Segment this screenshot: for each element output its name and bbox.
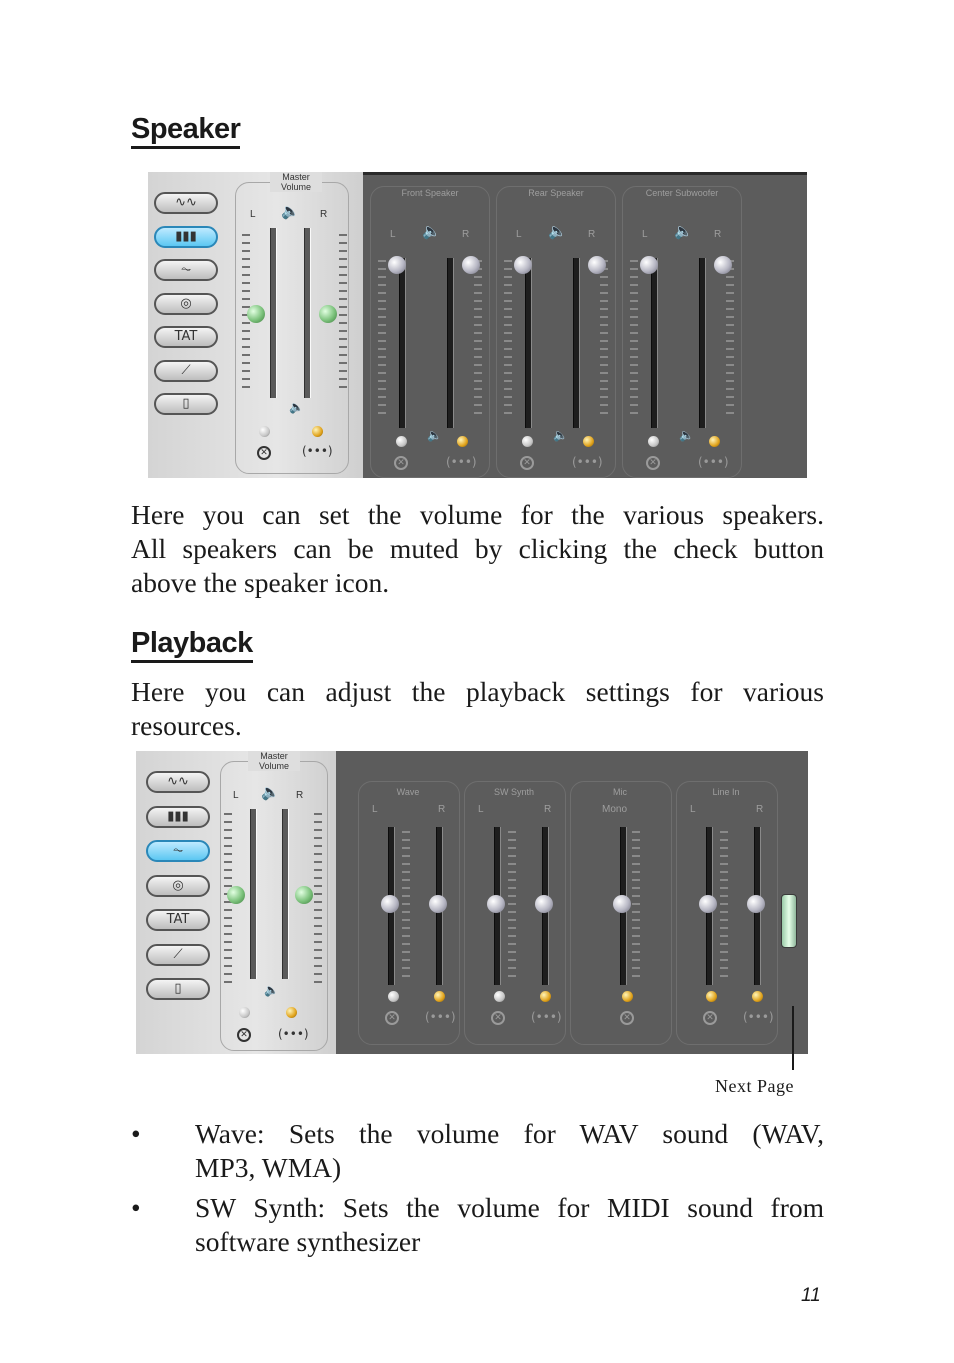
playback-group-spread-icon: (•••) bbox=[425, 1010, 456, 1024]
playback-group-ticks bbox=[632, 831, 640, 981]
speaker-side-button-karaoke[interactable] bbox=[154, 326, 218, 348]
bullet-line: MP3, WMA) bbox=[195, 1152, 342, 1183]
list-item bbox=[131, 1191, 824, 1259]
playback-group-label: SW Synth bbox=[493, 787, 534, 797]
speaker-group-mute-led[interactable] bbox=[396, 436, 407, 447]
speaker-group-left-track bbox=[651, 258, 658, 428]
speaker-group-r: R bbox=[714, 229, 722, 240]
bullet-list bbox=[131, 1117, 824, 1259]
speaker-group-volume-icon: 🔈 bbox=[548, 222, 567, 240]
speaker-master-volume-icon: 🔈 bbox=[281, 202, 300, 220]
speaker-group-mute-led[interactable] bbox=[522, 436, 533, 447]
speaker-master-mute-icon: ✕ bbox=[257, 446, 271, 460]
playback-group-knob[interactable] bbox=[613, 895, 631, 913]
speaker-array-icon: ▮▮▮ bbox=[167, 808, 189, 824]
environment-icon: ◎ bbox=[172, 877, 184, 893]
playback-group-l: L bbox=[690, 804, 696, 815]
speaker-group-left-knob[interactable] bbox=[514, 256, 532, 274]
playback-group-spread-icon: (•••) bbox=[531, 1010, 562, 1024]
speaker-group-r: R bbox=[588, 229, 596, 240]
line-icon: ⟋ bbox=[173, 946, 183, 962]
playback-group-right-knob[interactable] bbox=[535, 895, 553, 913]
speaker-group-spread-led[interactable] bbox=[709, 436, 720, 447]
playback-group-r: R bbox=[438, 804, 446, 815]
speaker-group-mute-icon: ✕ bbox=[520, 456, 534, 470]
playback-side-button-karaoke[interactable] bbox=[146, 909, 210, 931]
playback-side-button-info[interactable] bbox=[146, 978, 210, 1000]
speaker-group-right-knob[interactable] bbox=[462, 256, 480, 274]
playback-group-label: Mic bbox=[613, 787, 627, 797]
next-page-callout-label: Next Page bbox=[715, 1076, 794, 1096]
speaker-side-button-wave[interactable] bbox=[154, 192, 218, 214]
speaker-master-spread-icon: (•••) bbox=[302, 444, 333, 458]
playback-group-mute-icon: ✕ bbox=[620, 1011, 634, 1025]
playback-master-right-knob[interactable] bbox=[295, 886, 313, 904]
playback-group-left-knob[interactable] bbox=[699, 895, 717, 913]
speaker-side-button-speaker-array[interactable] bbox=[154, 226, 218, 248]
speaker-mixer-screenshot bbox=[148, 172, 807, 478]
speaker-group-ticks bbox=[378, 260, 386, 420]
info-icon: ▯ bbox=[182, 396, 190, 411]
bullet-line: software synthesizer bbox=[195, 1226, 421, 1257]
info-icon: ▯ bbox=[174, 981, 182, 996]
speaker-master-left-knob[interactable] bbox=[247, 305, 265, 323]
playback-group-mute-led[interactable] bbox=[622, 991, 633, 1002]
bullet-line: SW Synth: Sets the volume for MIDI sound from bbox=[195, 1192, 824, 1223]
playback-description bbox=[131, 675, 824, 743]
bullet-line: Wave: Sets the volume for WAV sound (WAV, bbox=[195, 1118, 824, 1149]
playback-master-l: L bbox=[233, 790, 239, 801]
playback-master-spread-icon: (•••) bbox=[278, 1027, 309, 1041]
speaker-group-ticks bbox=[504, 260, 512, 420]
playback-master-mute-led[interactable] bbox=[239, 1007, 250, 1018]
playback-group-spread-led[interactable] bbox=[540, 991, 551, 1002]
speaker-group-right-track bbox=[573, 258, 580, 428]
speaker-group-volume-icon: 🔈 bbox=[422, 222, 441, 240]
speaker-group-left-track bbox=[399, 258, 406, 428]
equalizer-icon: ⏦ bbox=[180, 262, 192, 277]
speaker-master-label: Master Volume bbox=[270, 172, 322, 192]
speaker-side-button-equalizer[interactable] bbox=[154, 259, 218, 281]
speaker-array-icon: ▮▮▮ bbox=[175, 228, 197, 244]
speaker-group-mute-icon: ✕ bbox=[394, 456, 408, 470]
playback-group-mono-label: Mono bbox=[602, 804, 628, 815]
playback-group-spread-led[interactable] bbox=[434, 991, 445, 1002]
speaker-group-spread-icon: (•••) bbox=[698, 455, 729, 469]
speaker-group-mute-icon: ✕ bbox=[646, 456, 660, 470]
playback-description-line: Here you can adjust the playback settings for various bbox=[131, 676, 824, 707]
speaker-description-line: Here you can set the volume for the various speakers. bbox=[131, 499, 824, 530]
speaker-group-spread-icon: (•••) bbox=[446, 455, 477, 469]
speaker-group-l: L bbox=[390, 229, 396, 240]
speaker-group-ticks bbox=[600, 260, 608, 420]
playback-group-mute-led[interactable] bbox=[388, 991, 399, 1002]
speaker-side-button-environment[interactable] bbox=[154, 293, 218, 315]
list-item bbox=[131, 1117, 824, 1185]
bullet-marker: • bbox=[131, 1192, 141, 1223]
playback-side-button-environment[interactable] bbox=[146, 875, 210, 897]
playback-group-right-knob[interactable] bbox=[747, 895, 765, 913]
playback-group-ticks bbox=[720, 831, 728, 981]
playback-mixer-screenshot bbox=[136, 751, 808, 1054]
speaker-master-l: L bbox=[250, 209, 256, 220]
wave-icon: ∿∿ bbox=[167, 774, 189, 789]
speaker-group-label: Rear Speaker bbox=[508, 188, 604, 198]
playback-heading: Playback bbox=[131, 628, 253, 663]
speaker-group-spread-led[interactable] bbox=[457, 436, 468, 447]
speaker-group-mute-led[interactable] bbox=[648, 436, 659, 447]
speaker-group-right-knob[interactable] bbox=[588, 256, 606, 274]
playback-master-r: R bbox=[296, 790, 304, 801]
speaker-group-right-track bbox=[699, 258, 706, 428]
playback-group-ticks bbox=[402, 831, 410, 981]
playback-group-l: L bbox=[478, 804, 484, 815]
speaker-group-small-speaker-icon: 🔈 bbox=[427, 428, 442, 442]
playback-group-r: R bbox=[544, 804, 552, 815]
playback-group-mute-icon: ✕ bbox=[491, 1011, 505, 1025]
equalizer-icon: ⏦ bbox=[172, 843, 184, 858]
playback-group-mute-led[interactable] bbox=[706, 991, 717, 1002]
speaker-master-r: R bbox=[320, 209, 328, 220]
playback-master-group bbox=[220, 761, 328, 1051]
speaker-group-spread-icon: (•••) bbox=[572, 455, 603, 469]
playback-master-spread-led[interactable] bbox=[286, 1007, 297, 1018]
speaker-group-spread-led[interactable] bbox=[583, 436, 594, 447]
playback-side-button-wave[interactable] bbox=[146, 771, 210, 793]
playback-group-right-knob[interactable] bbox=[429, 895, 447, 913]
speaker-group-left-knob[interactable] bbox=[640, 256, 658, 274]
page-number: 11 bbox=[801, 1285, 821, 1306]
environment-icon: ◎ bbox=[180, 295, 192, 311]
speaker-group-right-knob[interactable] bbox=[714, 256, 732, 274]
playback-master-volume-icon: 🔈 bbox=[261, 783, 280, 801]
bullet-marker: • bbox=[131, 1118, 141, 1149]
playback-group-left-knob[interactable] bbox=[381, 895, 399, 913]
playback-side-button-equalizer[interactable] bbox=[146, 840, 210, 862]
speaker-group-r: R bbox=[462, 229, 470, 240]
speaker-master-spread-led[interactable] bbox=[312, 426, 323, 437]
wave-icon: ∿∿ bbox=[175, 195, 197, 210]
playback-group-mute-icon: ✕ bbox=[703, 1011, 717, 1025]
speaker-group-small-speaker-icon: 🔈 bbox=[679, 428, 694, 442]
speaker-group-label: Front Speaker bbox=[382, 188, 478, 198]
speaker-group-ticks bbox=[630, 260, 638, 420]
next-page-button[interactable] bbox=[781, 894, 797, 948]
speaker-side-button-line[interactable] bbox=[154, 360, 218, 382]
playback-group-label: Line In bbox=[712, 787, 740, 797]
speaker-group-left-track bbox=[525, 258, 532, 428]
speaker-group-ticks bbox=[474, 260, 482, 420]
speaker-group-left-knob[interactable] bbox=[388, 256, 406, 274]
karaoke-icon: TAT bbox=[166, 912, 190, 927]
playback-master-mute-icon: ✕ bbox=[237, 1028, 251, 1042]
playback-group-left-knob[interactable] bbox=[487, 895, 505, 913]
playback-group-mute-led[interactable] bbox=[494, 991, 505, 1002]
playback-side-button-speaker-array[interactable] bbox=[146, 806, 210, 828]
speaker-group-l: L bbox=[642, 229, 648, 240]
playback-master-small-speaker-icon: 🔈 bbox=[264, 983, 279, 997]
playback-side-button-line[interactable] bbox=[146, 944, 210, 966]
speaker-side-button-info[interactable] bbox=[154, 393, 218, 415]
playback-master-left-knob[interactable] bbox=[227, 886, 245, 904]
speaker-group-ticks bbox=[726, 260, 734, 420]
speaker-description-line: above the speaker icon. bbox=[131, 567, 390, 598]
playback-group-mute-icon: ✕ bbox=[385, 1011, 399, 1025]
speaker-master-right-knob[interactable] bbox=[319, 305, 337, 323]
playback-group-spread-icon: (•••) bbox=[743, 1010, 774, 1024]
playback-master-label: Master Volume bbox=[248, 751, 300, 771]
speaker-description bbox=[131, 498, 824, 600]
next-page-callout-line bbox=[792, 1006, 794, 1070]
playback-group-spread-led[interactable] bbox=[752, 991, 763, 1002]
karaoke-icon: TAT bbox=[174, 329, 198, 344]
speaker-group-small-speaker-icon: 🔈 bbox=[553, 428, 568, 442]
speaker-heading: Speaker bbox=[131, 114, 240, 149]
speaker-master-group bbox=[235, 182, 349, 474]
speaker-master-mute-led[interactable] bbox=[259, 426, 270, 437]
playback-group-label: Wave bbox=[396, 787, 420, 797]
playback-group-ticks bbox=[508, 831, 516, 981]
speaker-group-l: L bbox=[516, 229, 522, 240]
playback-description-line: resources. bbox=[131, 710, 242, 741]
playback-group-l: L bbox=[372, 804, 378, 815]
speaker-description-line: All speakers can be muted by clicking the check button bbox=[131, 533, 824, 564]
speaker-group-right-track bbox=[447, 258, 454, 428]
line-icon: ⟋ bbox=[181, 362, 191, 378]
speaker-master-small-speaker-icon: 🔈 bbox=[289, 400, 304, 414]
speaker-group-volume-icon: 🔈 bbox=[674, 222, 693, 240]
playback-group-r: R bbox=[756, 804, 764, 815]
speaker-group-label: Center Subwoofer bbox=[634, 188, 730, 198]
